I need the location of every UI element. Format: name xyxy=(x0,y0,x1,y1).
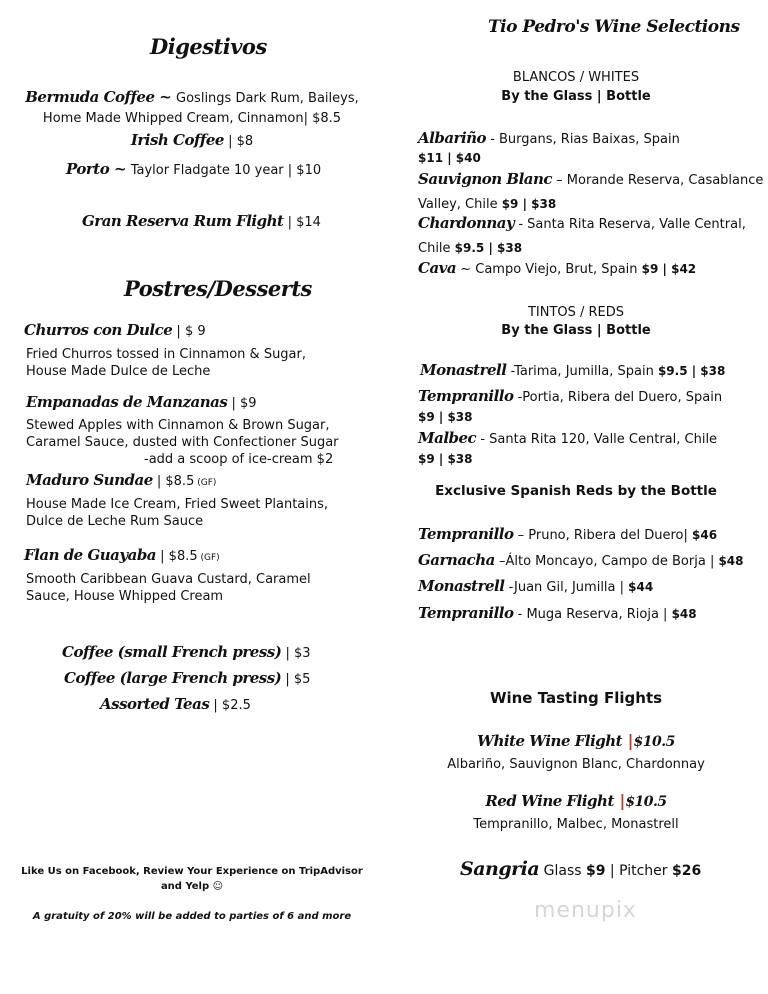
exclusive-heading: Exclusive Spanish Reds by the Bottle xyxy=(435,483,717,499)
porto-desc: Taylor Fladgate 10 year | $10 xyxy=(130,163,322,178)
bermuda-coffee-line1: Bermuda Coffee ~ Goslings Dark Rum, Baileys, xyxy=(25,88,359,106)
sauvignon-desc: – Morande Reserva, Casablance xyxy=(552,173,764,188)
cava-desc: ~ Campo Viejo, Brut, Spain xyxy=(456,262,642,277)
monastrell-line xyxy=(420,360,725,379)
chardonnay-name: Chardonnay xyxy=(418,214,515,232)
irish-coffee-name: Irish Coffee xyxy=(130,131,224,149)
maduro-name: Maduro Sundae xyxy=(26,471,153,489)
exclusive-item: Garnacha –Álto Moncayo, Campo de Borja | $48 xyxy=(418,551,744,569)
maduro-gf-tag: (GF) xyxy=(194,478,217,488)
porto-name: Porto xyxy=(66,160,110,178)
tempranillo-price: $9 | $38 xyxy=(418,410,473,424)
white-flight-name: White Wine Flight xyxy=(477,732,623,750)
flan-desc1: Smooth Caribbean Guava Custard, Caramel xyxy=(26,572,311,587)
coffee-large-name: Coffee (large French press) xyxy=(64,669,282,687)
churros-desc1: Fried Churros tossed in Cinnamon & Sugar, xyxy=(26,347,307,362)
maduro-price: | $8.5 xyxy=(152,474,195,489)
albarino-name: Albariño xyxy=(418,129,487,147)
maduro-desc2: Dulce de Leche Rum Sauce xyxy=(26,514,204,529)
empanadas-desc3: -add a scoop of ice-cream $2 xyxy=(144,452,334,467)
sauvignon-price: $9 | $38 xyxy=(501,197,557,211)
exclusive-item-name: Tempranillo xyxy=(418,604,514,622)
sangria-name: Sangria xyxy=(460,858,540,880)
flan-gf-tag: (GF) xyxy=(197,553,220,563)
reds-heading: TINTOS / REDS xyxy=(527,305,625,320)
irish-coffee-line xyxy=(0,130,384,149)
white-flight-price: $10.5 xyxy=(633,734,675,750)
churros-desc2: House Made Dulce de Leche xyxy=(26,364,211,379)
right-column xyxy=(384,0,768,994)
social-line1: Like Us on Facebook, Review Your Experience on TripAdvisor xyxy=(21,866,363,877)
churros-name: Churros con Dulce xyxy=(24,321,173,339)
sauvignon-line2: Valley, Chile $9 | $38 xyxy=(418,197,557,212)
tempranillo-desc: -Portia, Ribera del Duero, Spain xyxy=(513,390,723,405)
coffee-small-name: Coffee (small French press) xyxy=(62,643,282,661)
monastrell-desc: -Tarima, Jumilla, Spain xyxy=(506,364,658,379)
red-flight-price: $10.5 xyxy=(625,794,667,810)
sauvignon-name: Sauvignon Blanc xyxy=(418,170,553,188)
maduro-desc1: House Made Ice Cream, Fried Sweet Plantains, xyxy=(26,497,329,512)
malbec-line xyxy=(418,428,717,447)
cava-price: $9 | $42 xyxy=(641,262,697,276)
monastrell-name: Monastrell xyxy=(420,361,507,379)
exclusive-item: Tempranillo – Pruno, Ribera del Duero| $46 xyxy=(418,525,718,543)
gratuity-note: A gratuity of 20% will be added to parties of 6 and more xyxy=(32,911,352,922)
bermuda-coffee-desc: Goslings Dark Rum, Baileys, xyxy=(176,91,359,106)
flan-price: | $8.5 xyxy=(156,549,198,564)
flights-heading: Wine Tasting Flights xyxy=(489,689,663,707)
flan-name: Flan de Guayaba xyxy=(24,546,157,564)
red-flight-name: Red Wine Flight xyxy=(485,792,614,810)
coffee-small-line xyxy=(62,642,311,661)
malbec-name: Malbec xyxy=(418,429,477,447)
sauvignon-line1 xyxy=(418,169,763,188)
reds-subheading: By the Glass | Bottle xyxy=(501,323,651,338)
digestivos-heading: Digestivos xyxy=(150,34,267,59)
malbec-desc: - Santa Rita 120, Valle Central, Chile xyxy=(476,432,718,447)
rum-flight-line xyxy=(82,211,321,230)
chardonnay-price: $9.5 | $38 xyxy=(454,241,523,255)
tempranillo-line xyxy=(418,386,722,405)
empanadas-price: | $9 xyxy=(227,396,257,411)
churros-line xyxy=(24,320,206,339)
porto-line: Porto ~ Taylor Fladgate 10 year | $10 xyxy=(66,160,322,178)
irish-coffee-price: | $8 xyxy=(223,134,254,149)
empanadas-desc2: Caramel Sauce, dusted with Confectioner Sugar xyxy=(26,435,339,450)
white-flight-line xyxy=(384,731,768,750)
red-flight-desc: Tempranillo, Malbec, Monastrell xyxy=(473,817,679,832)
monastrell-price: $9.5 | $38 xyxy=(657,364,726,378)
teas-price: | $2.5 xyxy=(209,698,251,713)
albarino-desc: - Burgans, Rias Baixas, Spain xyxy=(486,132,680,147)
social-line2: and Yelp ☺ xyxy=(160,881,224,892)
white-flight-bar: | xyxy=(622,731,634,750)
tempranillo-name: Tempranillo xyxy=(418,387,514,405)
white-flight-desc: Albariño, Sauvignon Blanc, Chardonnay xyxy=(447,757,705,772)
sangria-pitcher-price: $26 xyxy=(672,863,702,879)
empanadas-name: Empanadas de Manzanas xyxy=(26,393,228,411)
red-flight-bar: | xyxy=(613,791,626,810)
flan-line xyxy=(24,545,220,564)
red-flight-line xyxy=(384,791,768,810)
exclusive-item-name: Monastrell xyxy=(418,577,505,595)
sangria-glass-price: $9 xyxy=(585,863,606,879)
flan-desc2: Sauce, House Whipped Cream xyxy=(26,589,224,604)
rum-flight-name: Gran Reserva Rum Flight xyxy=(82,212,284,230)
menupix-watermark: menupix xyxy=(534,898,637,923)
cava-name: Cava xyxy=(418,259,457,277)
coffee-large-price: | $5 xyxy=(281,672,311,687)
teas-line xyxy=(100,694,251,713)
empanadas-desc1: Stewed Apples with Cinnamon & Brown Sugar, xyxy=(26,418,330,433)
empanadas-line xyxy=(26,392,257,411)
malbec-price: $9 | $38 xyxy=(418,452,473,466)
sangria-line: Sangria Glass $9 | Pitcher $26 xyxy=(460,858,702,880)
teas-name: Assorted Teas xyxy=(100,695,210,713)
coffee-large-line xyxy=(64,668,310,687)
coffee-small-price: | $3 xyxy=(281,646,311,661)
wine-selections-heading: Tio Pedro's Wine Selections xyxy=(488,17,740,37)
whites-subheading: By the Glass | Bottle xyxy=(501,89,651,104)
postres-heading: Postres/Desserts xyxy=(124,276,312,301)
chardonnay-desc: - Santa Rita Reserva, Valle Central, xyxy=(514,217,746,232)
cava-line xyxy=(418,258,696,277)
churros-price: | $ 9 xyxy=(172,324,206,339)
exclusive-item-name: Garnacha xyxy=(418,551,495,569)
bermuda-coffee-name: Bermuda Coffee xyxy=(25,88,155,106)
albarino-price: $11 | $40 xyxy=(418,151,481,165)
exclusive-item-name: Tempranillo xyxy=(418,525,514,543)
rum-flight-price: | $14 xyxy=(283,215,321,230)
exclusive-item: Tempranillo - Muga Reserva, Rioja | $48 xyxy=(418,604,697,622)
bermuda-coffee-line2: Home Made Whipped Cream, Cinnamon| $8.5 xyxy=(42,111,342,126)
chardonnay-line1 xyxy=(418,213,746,232)
whites-heading: BLANCOS / WHITES xyxy=(512,70,640,85)
albarino-line xyxy=(418,128,680,147)
chardonnay-line2: Chile $9.5 | $38 xyxy=(418,241,523,256)
exclusive-item: Monastrell -Juan Gil, Jumilla | $44 xyxy=(418,577,654,595)
maduro-line xyxy=(26,470,216,489)
